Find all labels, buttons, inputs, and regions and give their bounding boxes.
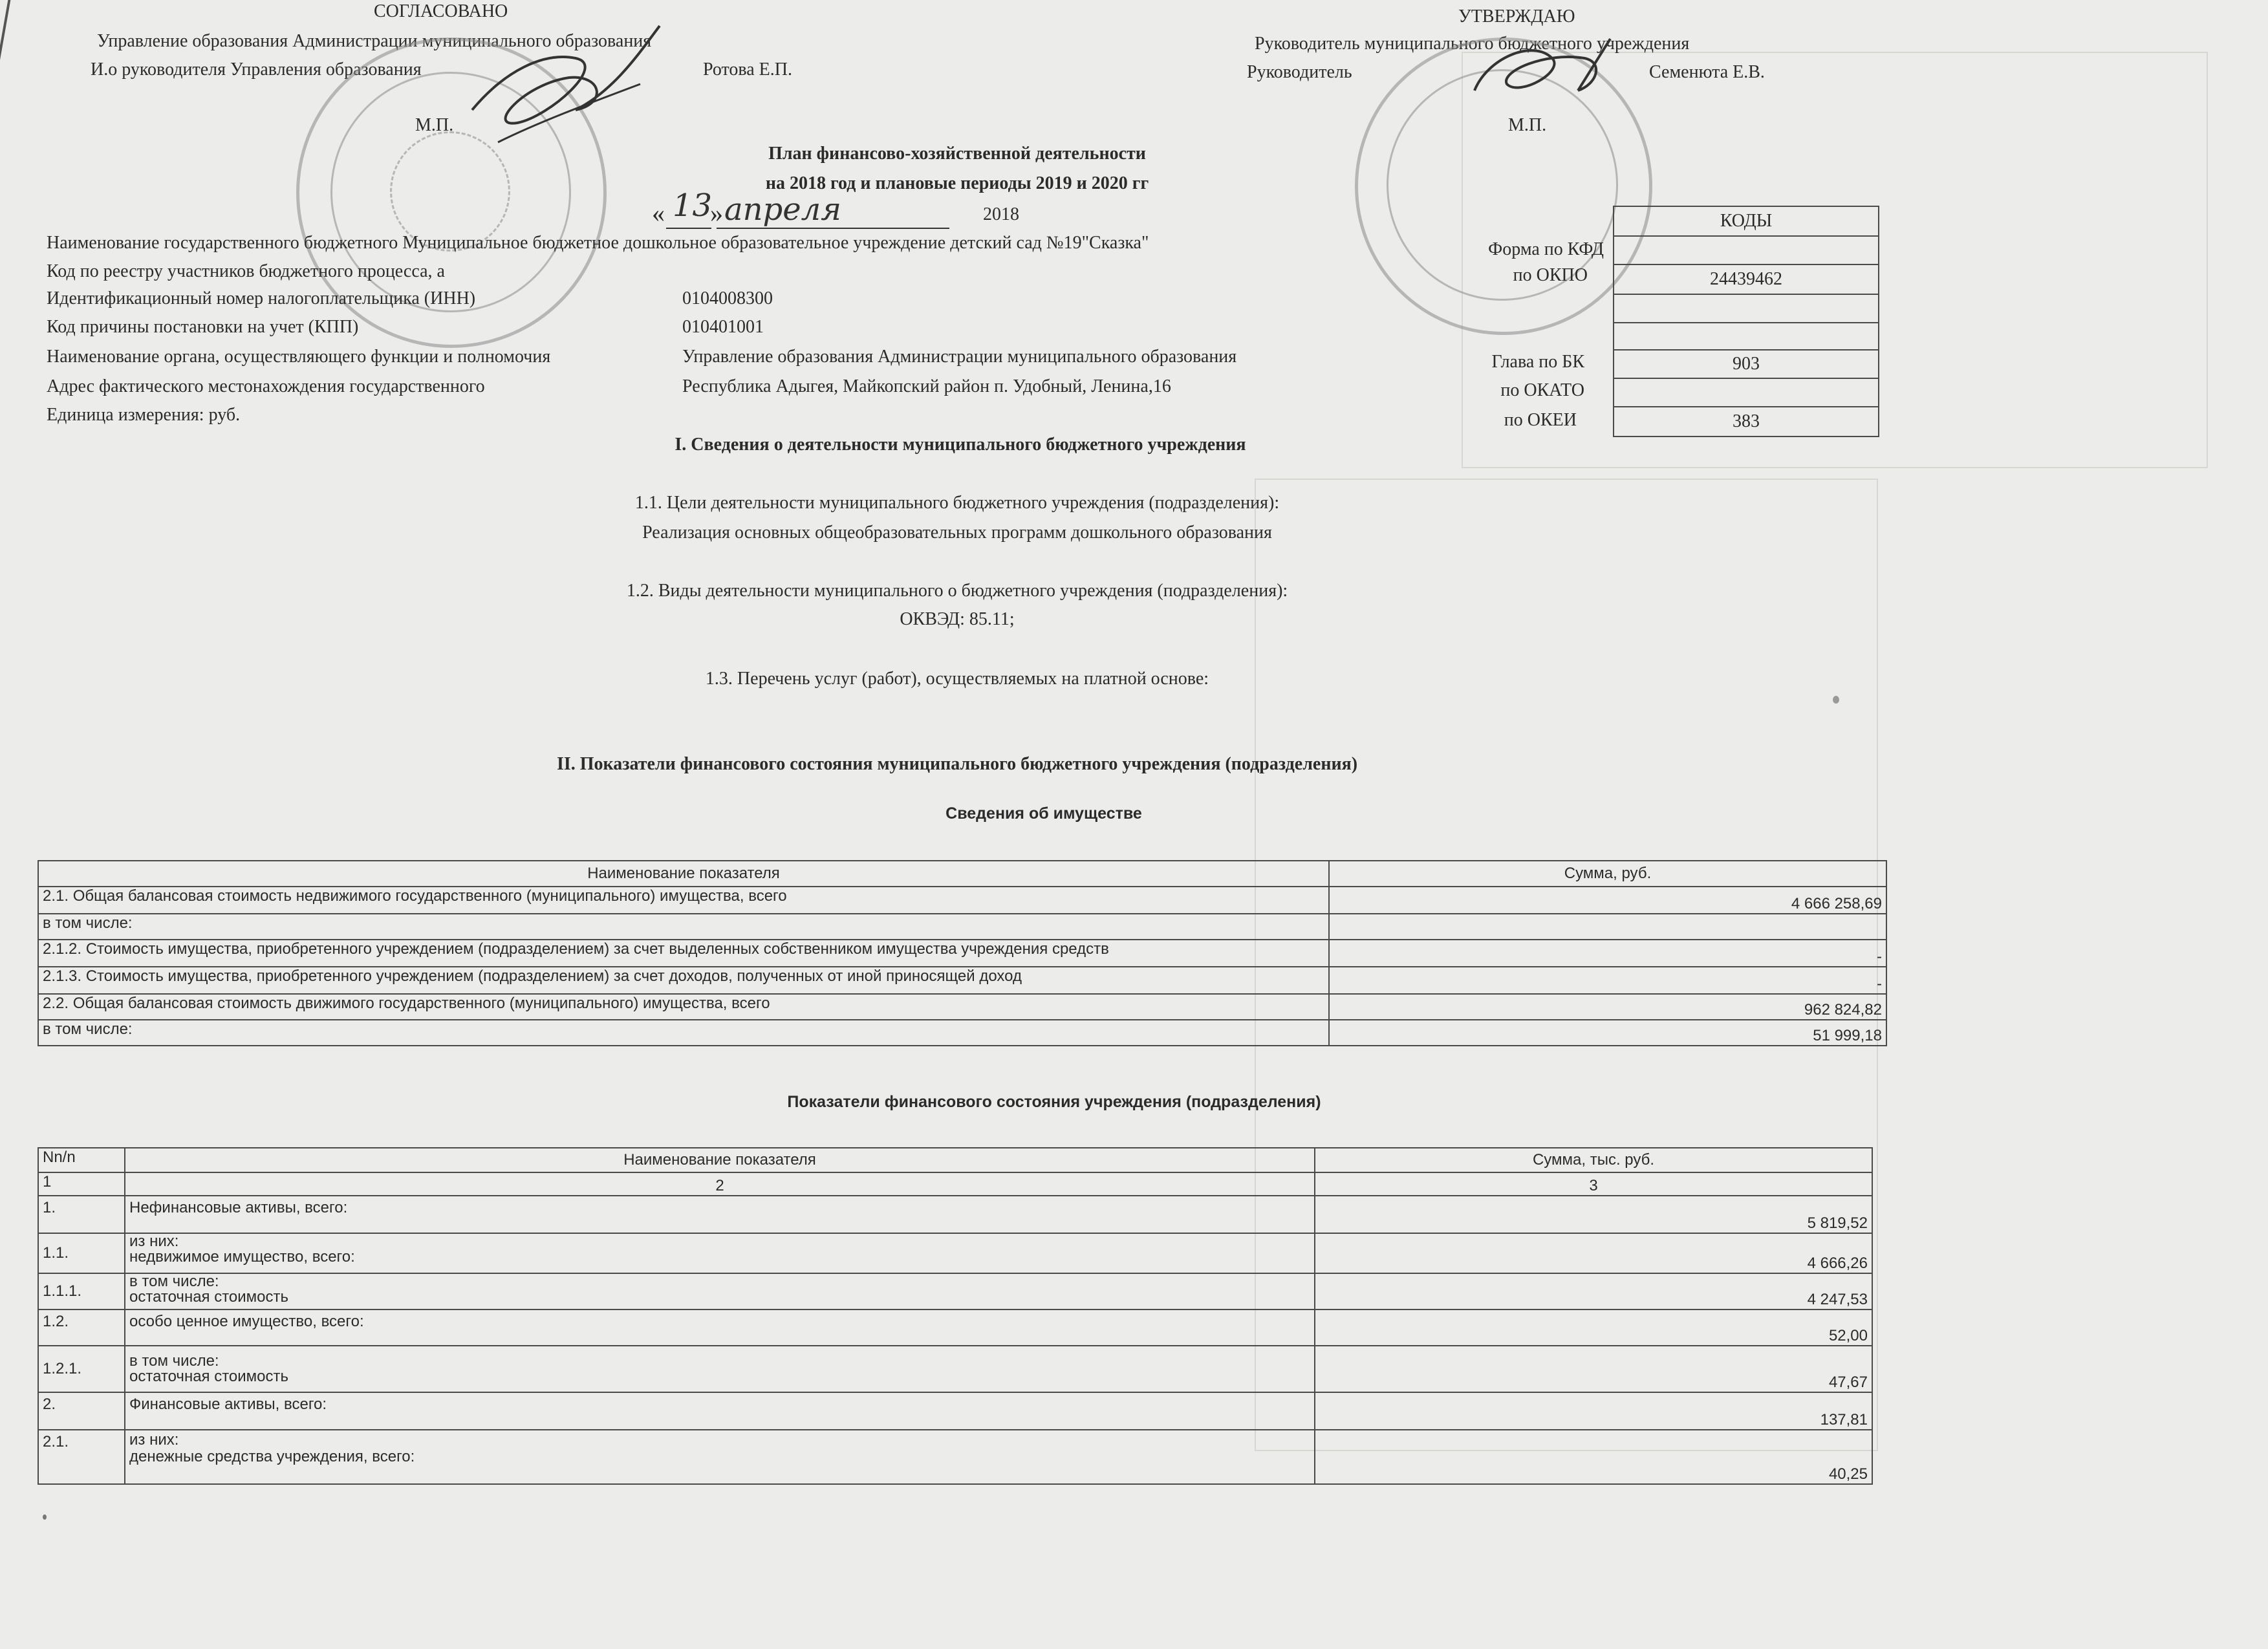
plan-title-line1: План финансово-хозяйственной деятельности <box>768 144 1146 164</box>
approved-right-line1: Руководитель муниципального бюджетного учреждения <box>1255 34 1690 54</box>
fin-num-2: 2 <box>125 1172 1315 1196</box>
inn-value: 0104008300 <box>682 288 773 308</box>
approved-left-line2: И.о руководителя Управления образования <box>91 59 422 80</box>
table-row <box>38 1233 1872 1273</box>
date-day: 13 <box>673 188 713 224</box>
code-empty-2 <box>1614 323 1879 350</box>
fin-row-label: из них: <box>129 1233 179 1250</box>
property-row-value: - <box>1329 940 1886 967</box>
fin-row-label: Финансовые активы, всего: <box>125 1392 1315 1430</box>
code-okei: 383 <box>1614 407 1879 436</box>
codes-label-okato: по ОКАТО <box>1500 380 1584 400</box>
property-col-name: Наименование показателя <box>38 861 1329 887</box>
fin-row-label: из них: <box>129 1431 179 1449</box>
table-row <box>38 1392 1872 1430</box>
table-row <box>38 1346 1872 1392</box>
property-title: Сведения об имуществе <box>945 804 1142 823</box>
org-name-label: Наименование государственного бюджетного Муниципальное бюджетное дошкольное образовательное учреждение детский сад №19"Сказка" <box>47 233 1149 253</box>
property-row-value <box>1329 914 1886 940</box>
table-row <box>38 1020 1886 1046</box>
property-col-sum: Сумма, руб. <box>1329 861 1886 887</box>
date-close-quote: » <box>710 199 723 228</box>
date-month: апреля <box>724 191 842 228</box>
property-table <box>38 860 1887 1046</box>
approved-left-heading: СОГЛАСОВАНО <box>374 1 508 21</box>
table-row <box>38 994 1886 1020</box>
right-signature <box>1455 19 1623 123</box>
fin-table <box>38 1147 1873 1485</box>
fin-row-label: особо ценное имущество, всего: <box>125 1310 1315 1346</box>
ink-speck <box>43 1514 47 1520</box>
table-row <box>38 887 1886 914</box>
property-row-name: в том числе: <box>38 1020 1329 1046</box>
code-okpo-value: 24439462 <box>1710 269 1782 289</box>
codes-label-okpo: по ОКПО <box>1513 265 1588 285</box>
codes-label-okei: по ОКЕИ <box>1504 410 1577 430</box>
codes-table <box>1613 206 1879 437</box>
fin-row-label: в том числе: <box>129 1352 219 1370</box>
property-row-name: 2.2. Общая балансовая стоимость движимого государственного (муниципального) имущества, всего <box>38 994 1329 1020</box>
date-underline-day <box>666 228 711 229</box>
codes-header: КОДЫ <box>1614 206 1879 236</box>
approved-right-signer: Семенюта Е.В. <box>1649 62 1765 82</box>
table-row <box>38 1310 1872 1346</box>
section1-p1-text: Реализация основных общеобразовательных программ дошкольного образования <box>642 523 1272 543</box>
fin-row-value: 4 666,26 <box>1315 1233 1872 1273</box>
property-row-value: 962 824,82 <box>1329 994 1886 1020</box>
section1-p3-title: 1.3. Перечень услуг (работ), осуществляемых на платной основе: <box>705 669 1209 689</box>
table-row <box>38 1430 1872 1484</box>
fin-row-label: Нефинансовые активы, всего: <box>125 1196 1315 1233</box>
left-signature <box>446 13 679 155</box>
codes-label-glava: Глава по БК <box>1491 352 1584 372</box>
fin-row-value: 40,25 <box>1315 1430 1872 1484</box>
inn-label: Идентификационный номер налогоплательщика (ИНН) <box>47 288 476 308</box>
kpp-label: Код причины постановки на учет (КПП) <box>47 317 359 337</box>
codes-label-kfd: Форма по КФД <box>1488 239 1604 259</box>
table-row <box>38 967 1886 994</box>
address-label: Адрес фактического местонахождения государственного <box>47 376 485 396</box>
property-row-value: 51 999,18 <box>1329 1020 1886 1046</box>
section1-p2-text: ОКВЭД: 85.11; <box>900 609 1015 629</box>
approved-left-line1: Управление образования Администрации муниципального образования <box>97 31 652 51</box>
approved-right-mp: М.П. <box>1508 115 1547 135</box>
fin-row-no: 1. <box>38 1196 125 1233</box>
approved-left-mp: М.П. <box>415 115 454 135</box>
unit-label: Единица измерения: руб. <box>47 405 241 425</box>
table-row <box>38 1273 1872 1310</box>
fin-title: Показатели финансового состояния учреждения (подразделения) <box>787 1093 1321 1111</box>
fin-row-no: 1.2. <box>38 1310 125 1346</box>
fin-row-value: 137,81 <box>1315 1392 1872 1430</box>
ink-speck <box>1833 696 1839 704</box>
section2-heading: II. Показатели финансового состояния муниципального бюджетного учреждения (подразделения) <box>556 754 1358 774</box>
property-row-value: - <box>1329 967 1886 994</box>
fin-row-label: в том числе: <box>129 1273 219 1290</box>
property-row-name: 2.1. Общая балансовая стоимость недвижимого государственного (муниципального) имущества, всего <box>38 887 1329 914</box>
fin-row-value: 4 247,53 <box>1315 1273 1872 1310</box>
code-glava: 903 <box>1614 350 1879 378</box>
organ-value: Управление образования Администрации муниципального образования <box>682 347 1237 367</box>
section1-p1-title: 1.1. Цели деятельности муниципального бюджетного учреждения (подразделения): <box>634 493 1280 513</box>
date-open-quote: « <box>652 199 665 228</box>
fin-row-value: 47,67 <box>1315 1346 1872 1392</box>
fin-col-sum: Сумма, тыс. руб. <box>1315 1148 1872 1172</box>
property-row-value: 4 666 258,69 <box>1329 887 1886 914</box>
address-value: Республика Адыгея, Майкопский район п. Удобный, Ленина,16 <box>682 376 1171 396</box>
fin-col-no: Nn/n <box>38 1148 125 1172</box>
fin-row-sublabel: остаточная стоимость <box>129 1288 289 1306</box>
fin-col-name: Наименование показателя <box>125 1148 1315 1172</box>
kpp-value: 010401001 <box>682 317 764 337</box>
fin-num-1: 1 <box>38 1172 125 1196</box>
table-row <box>38 914 1886 940</box>
margin-mark <box>0 0 25 61</box>
fin-row-no: 1.1. <box>38 1233 125 1273</box>
fin-row-no: 2. <box>38 1392 125 1430</box>
fin-row-value: 5 819,52 <box>1315 1196 1872 1233</box>
fin-row-no: 1.1.1. <box>38 1273 125 1310</box>
property-row-name: 2.1.3. Стоимость имущества, приобретенного учреждением (подразделением) за счет доходов, полученных от иной приносящей доход <box>38 967 1329 994</box>
code-kfd <box>1614 236 1879 264</box>
property-row-name: 2.1.2. Стоимость имущества, приобретенного учреждением (подразделением) за счет выделенных собственником имущества учреждения средств <box>38 940 1329 967</box>
fin-row-sublabel: недвижимое имущество, всего: <box>129 1248 355 1266</box>
registry-label: Код по реестру участников бюджетного процесса, а <box>47 261 445 281</box>
code-okato <box>1614 378 1879 407</box>
section1-p2-title: 1.2. Виды деятельности муниципального о бюджетного учреждения (подразделения): <box>626 581 1288 601</box>
fin-row-sublabel: денежные средства учреждения, всего: <box>129 1448 415 1465</box>
fin-row-value: 52,00 <box>1315 1310 1872 1346</box>
fin-num-3: 3 <box>1315 1172 1872 1196</box>
approved-right-position: Руководитель <box>1247 62 1352 82</box>
fin-row-sublabel: остаточная стоимость <box>129 1368 289 1385</box>
plan-title-line2: на 2018 год и плановые периоды 2019 и 2020 гг <box>765 173 1149 193</box>
fin-row-no: 1.2.1. <box>38 1346 125 1392</box>
approved-right-heading: УТВЕРЖДАЮ <box>1458 6 1575 27</box>
code-empty <box>1614 294 1879 323</box>
fin-row-no: 2.1. <box>38 1430 125 1484</box>
section1-heading: I. Сведения о деятельности муниципального бюджетного учреждения <box>675 435 1246 455</box>
code-okpo <box>1614 264 1879 294</box>
date-year: 2018 <box>983 204 1019 224</box>
organ-label: Наименование органа, осуществляющего функции и полномочия <box>47 347 551 367</box>
approved-left-signer: Ротова Е.П. <box>703 59 792 80</box>
date-underline-month <box>717 228 949 229</box>
table-row <box>38 1196 1872 1233</box>
property-row-name: в том числе: <box>38 914 1329 940</box>
table-row <box>38 940 1886 967</box>
